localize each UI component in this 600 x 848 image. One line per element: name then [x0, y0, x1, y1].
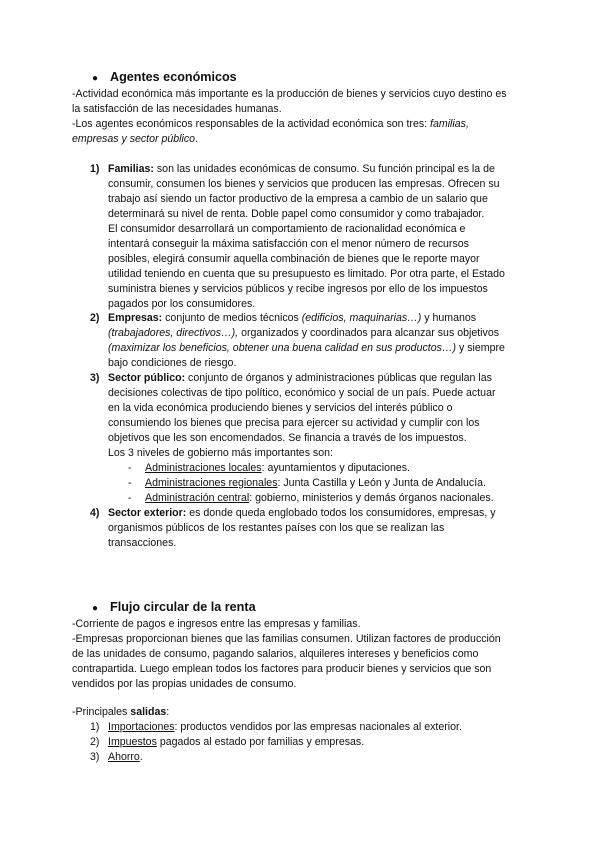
flujo-p2-line2: de las unidades de consumo, pagando salarios, alquileres intereses y beneficios como [72, 648, 479, 660]
salida3-number: 3) [90, 751, 100, 763]
item3-line5: objetivos que les son encomendados. Se financia a través de los impuestos. [108, 432, 467, 444]
item2-italic-a: (edificios, maquinarias…) [301, 312, 422, 324]
item3-text: conjunto de órganos y administraciones públicas que regulan las [185, 372, 492, 384]
item1-label: Familias: [108, 163, 154, 175]
sub2-dash: - [128, 477, 132, 489]
sub1-dash: - [128, 462, 132, 474]
item1-line6: intentará conseguir la máxima satisfacción con el menor número de recursos [108, 238, 469, 250]
item2-number: 2) [90, 312, 100, 324]
salida1-line [108, 720, 462, 735]
bullet-icon: ● [92, 603, 99, 614]
sub3-text: : gobierno, ministerios y demás órganos nacionales. [249, 492, 494, 504]
flujo-p2-line1: -Empresas proporcionan bienes que las familias consumen. Utilizan factores de producción [72, 633, 501, 645]
salida3-text: . [139, 751, 143, 763]
item2-line4: bajo condiciones de riesgo. [108, 357, 237, 369]
sub2-line [145, 476, 486, 491]
salida1-number: 1) [90, 721, 100, 733]
item2-label: Empresas: [108, 312, 163, 324]
item4-line2: organismos públicos de los restantes países con los que se realizan las [108, 522, 445, 534]
item2-text-c: organizados y coordinados para alcanzar sus objetivos [238, 327, 500, 339]
intro2-line2 [72, 132, 198, 147]
salida3-line [108, 750, 143, 765]
item3-line1 [108, 371, 492, 386]
intro1-line1: -Actividad económica más importante es la producción de bienes y servicios cuyo destino es [72, 88, 507, 100]
item3-line3: en la vida económica produciendo bienes y servicios del interés público o [108, 402, 453, 414]
sub3-dash: - [128, 492, 132, 504]
section2-title: Flujo circular de la renta [110, 600, 256, 614]
intro2-italic: familias, [430, 118, 469, 130]
sub1-text: : ayuntamientos y diputaciones. [261, 462, 410, 474]
intro2-text: -Los agentes económicos responsables de la actividad económica son tres: [72, 118, 431, 130]
section2-bullet [92, 601, 98, 616]
item1-number: 1) [90, 163, 100, 175]
intro2-line1 [72, 117, 469, 132]
item4-label: Sector exterior: [108, 507, 187, 519]
salida2-line [108, 735, 364, 750]
item2-text-a: conjunto de medios técnicos [162, 312, 302, 324]
item3-label: Sector público: [108, 372, 186, 384]
intro1-line2: la satisfacción de las necesidades humanas. [72, 103, 282, 115]
item1-line7: posibles, elegirá consumir aquella combinación de bienes que le reporte mayor [108, 253, 480, 265]
sub3-line [145, 491, 494, 506]
item3-line2: decisiones colectivas de tipo político, económico y social de un país. Puede actuar [108, 387, 496, 399]
intro2-italic2: empresas y sector público [72, 133, 196, 145]
item2-text-b: y humanos [421, 312, 477, 324]
item2-text-d: y siempre [456, 342, 505, 354]
item1-text: son las unidades económicas de consumo. Su función principal es la de [153, 163, 495, 175]
item1-line1 [108, 162, 495, 177]
item2-line2 [108, 326, 499, 341]
sub2-underlined: Administraciones regionales [145, 477, 278, 489]
item3-line6: Los 3 niveles de gobierno más importantes son: [108, 447, 333, 459]
item1-line5: El consumidor desarrollará un comportamiento de racionalidad económica e [108, 223, 466, 235]
item2-italic-c: (maximizar los beneficios, obtener una buena calidad en sus productos…) [108, 342, 457, 354]
sub1-underlined: Administraciones locales [145, 462, 262, 474]
section1-title: Agentes económicos [110, 70, 237, 84]
item1-line9: suministra bienes y servicios públicos y recibe ingresos por ello de los impuestos [108, 283, 488, 295]
salidas-heading [72, 705, 169, 720]
salida2-underlined: Impuestos [108, 736, 157, 748]
item4-line3: transacciones. [108, 537, 177, 549]
item3-line4: consumiendo los bienes que precisa para ejercer su actividad y cumplir con los [108, 417, 480, 429]
item4-line1 [108, 506, 496, 521]
section1-bullet [92, 71, 98, 86]
item1-line8: utilidad teniendo en cuenta que su presupuesto es limitado. Por otra parte, el Estado [108, 268, 505, 280]
salida1-text: : productos vendidos por las empresas nacionales al exterior. [174, 721, 462, 733]
flujo-p2-line4: vendidos por las propias unidades de consumo. [72, 678, 297, 690]
sub3-underlined: Administración central [145, 492, 250, 504]
salida2-text: pagados al estado por familias y empresas. [156, 736, 365, 748]
item1-line4: determinará su nivel de renta. Doble papel como consumidor y como trabajador. [108, 208, 485, 220]
item1-line2: consumir, consumen los bienes y servicios que producen las empresas. Ofrecen su [108, 178, 500, 190]
salidas-pre: -Principales [72, 706, 131, 718]
intro2-end: . [195, 133, 199, 145]
item2-line3 [108, 341, 505, 356]
item2-line1 [108, 311, 476, 326]
sub1-line [145, 461, 410, 476]
item4-number: 4) [90, 507, 100, 519]
sub2-text: : Junta Castilla y León y Junta de Andalucía. [277, 477, 486, 489]
flujo-p2-line3: contrapartida. Luego emplean todos los factores para producir bienes y servicios que son [72, 663, 492, 675]
salidas-bold: salidas [130, 706, 167, 718]
bullet-icon: ● [92, 73, 99, 84]
item1-line10: pagados por los consumidores. [108, 298, 256, 310]
salida3-underlined: Ahorro [108, 751, 140, 763]
item2-italic-b: (trabajadores, directivos…), [108, 327, 239, 339]
salida1-underlined: Importaciones [108, 721, 175, 733]
salida2-number: 2) [90, 736, 100, 748]
item4-text: es donde queda englobado todos los consumidores, empresas, y [186, 507, 496, 519]
item1-line3: trabajo así siendo un factor productivo de la empresa a cambio de un salario que [108, 193, 488, 205]
item3-number: 3) [90, 372, 100, 384]
salidas-colon: : [166, 706, 170, 718]
flujo-p1: -Corriente de pagos e ingresos entre las empresas y familias. [72, 618, 361, 630]
